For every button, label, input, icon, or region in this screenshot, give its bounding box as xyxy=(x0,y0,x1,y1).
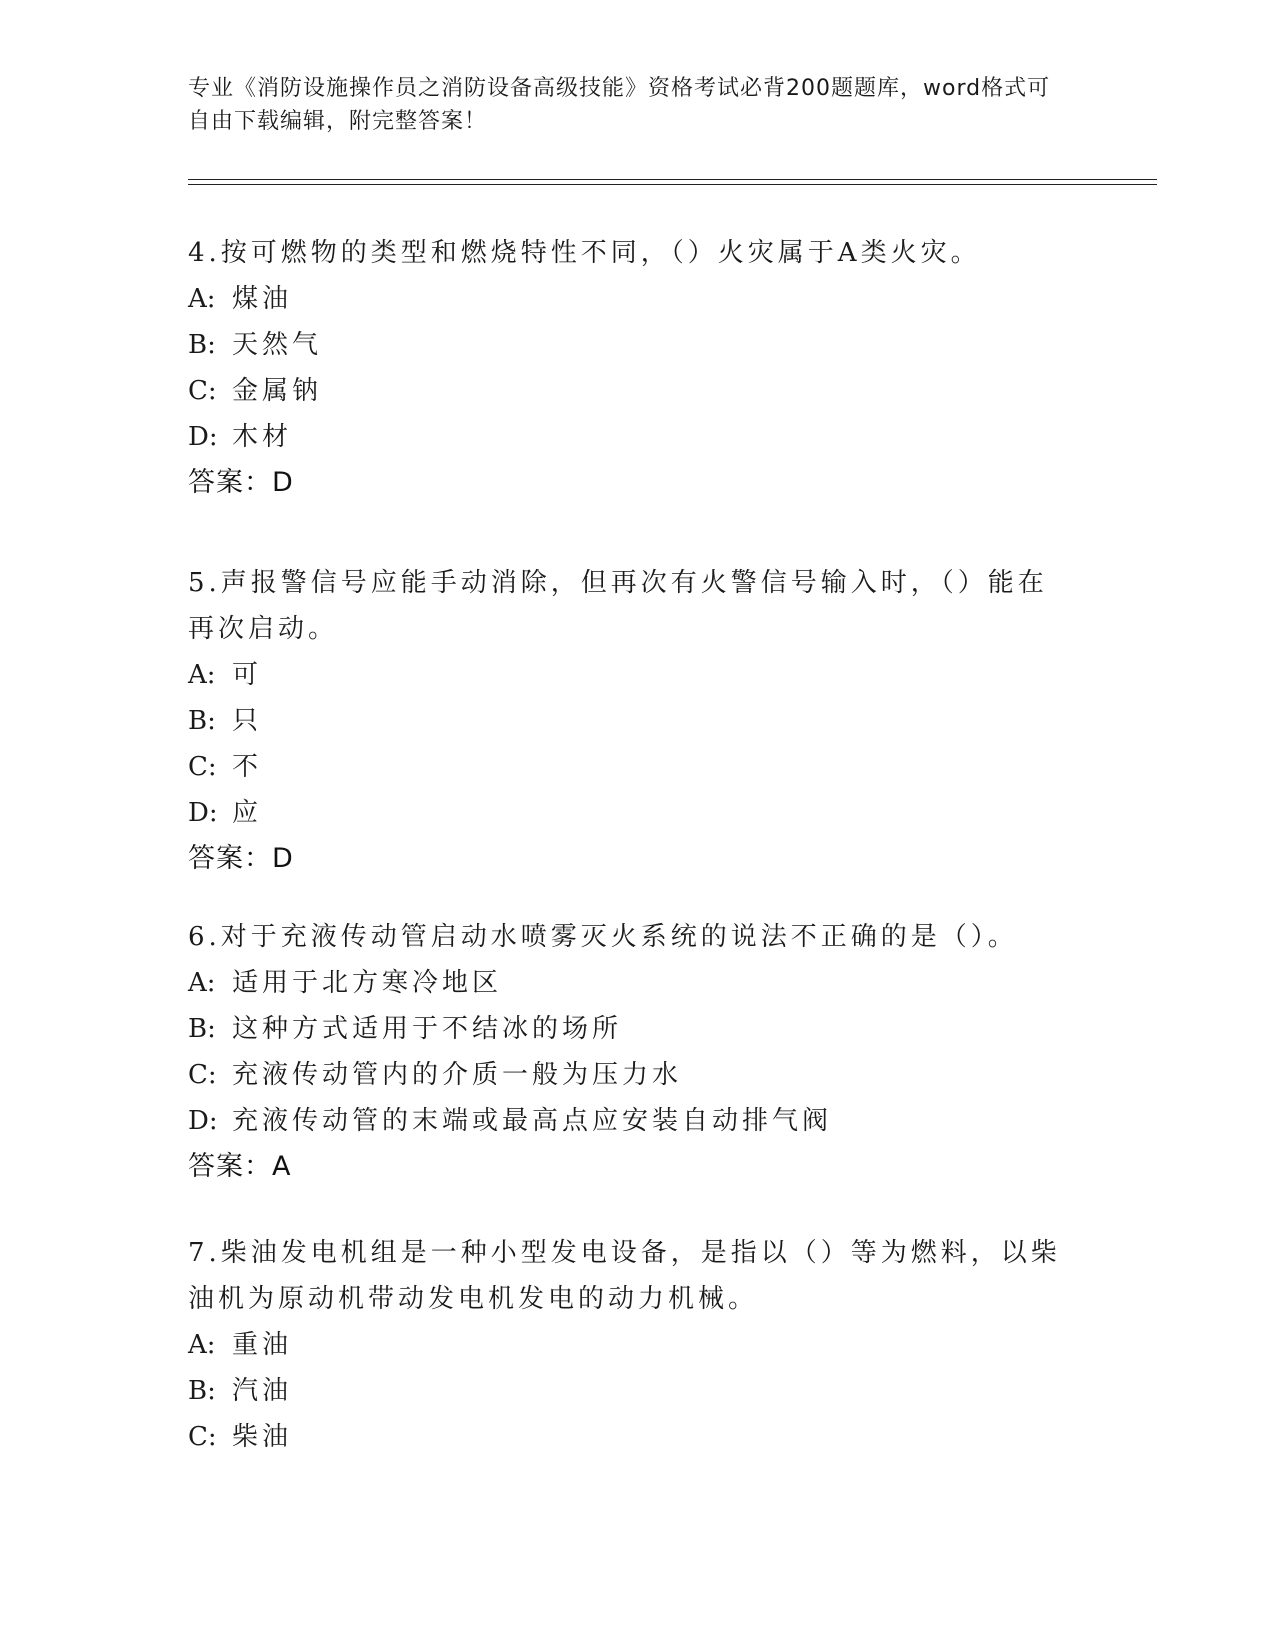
option-a xyxy=(188,652,1068,698)
option-text: 这种方式适用于不结冰的场所 xyxy=(232,1014,623,1044)
question-7 xyxy=(188,1230,1068,1460)
option-text: 金属钠 xyxy=(232,376,323,406)
header-divider-bottom xyxy=(188,184,1157,185)
option-text: 汽油 xyxy=(232,1376,293,1406)
option-letter: C: xyxy=(188,752,217,782)
option-letter: B: xyxy=(188,330,216,360)
option-b xyxy=(188,322,1068,368)
option-text: 只 xyxy=(232,706,263,736)
question-stem: 6.对于充液传动管启动水喷雾灭火系统的说法不正确的是（）。 xyxy=(188,922,1018,952)
question-6 xyxy=(188,914,1068,1190)
option-text: 适用于北方寒冷地区 xyxy=(232,968,503,998)
question-5 xyxy=(188,560,1068,882)
option-b xyxy=(188,1006,1068,1052)
option-text: 可 xyxy=(232,660,263,690)
option-text: 木材 xyxy=(232,422,293,452)
answer-line: 答案：D xyxy=(188,467,294,498)
option-text: 充液传动管内的介质一般为压力水 xyxy=(232,1060,683,1090)
option-a xyxy=(188,1322,1068,1368)
option-letter: A: xyxy=(188,284,216,314)
option-b xyxy=(188,1368,1068,1414)
header-divider-top xyxy=(188,179,1157,180)
option-text: 煤油 xyxy=(232,284,293,314)
option-a xyxy=(188,276,1068,322)
option-letter: A: xyxy=(188,968,216,998)
option-d xyxy=(188,414,1068,460)
option-c xyxy=(188,1052,1068,1098)
option-letter: C: xyxy=(188,1422,217,1452)
option-c xyxy=(188,744,1068,790)
option-text: 重油 xyxy=(232,1330,293,1360)
option-letter: D: xyxy=(188,422,218,452)
option-letter: D: xyxy=(188,1106,218,1136)
answer-line: 答案：D xyxy=(188,843,294,874)
option-d xyxy=(188,1098,1068,1144)
option-letter: C: xyxy=(188,376,217,406)
option-text: 应 xyxy=(232,798,263,828)
document-header: 专业《消防设施操作员之消防设备高级技能》资格考试必背200题题库，word格式可自由下载编辑，附完整答案！ xyxy=(188,76,1051,134)
question-stem: 5.声报警信号应能手动消除，但再次有火警信号输入时，（）能在再次启动。 xyxy=(188,568,1048,644)
option-c xyxy=(188,368,1068,414)
option-text: 不 xyxy=(232,752,263,782)
option-letter: B: xyxy=(188,1014,216,1044)
option-a xyxy=(188,960,1068,1006)
option-b xyxy=(188,698,1068,744)
option-letter: B: xyxy=(188,1376,216,1406)
option-letter: B: xyxy=(188,706,216,736)
option-letter: D: xyxy=(188,798,218,828)
question-4 xyxy=(188,230,1068,506)
question-stem: 4.按可燃物的类型和燃烧特性不同，（）火灾属于A类火灾。 xyxy=(188,238,981,268)
option-letter: A: xyxy=(188,1330,216,1360)
option-text: 充液传动管的末端或最高点应安装自动排气阀 xyxy=(232,1106,833,1136)
option-letter: A: xyxy=(188,660,216,690)
option-letter: C: xyxy=(188,1060,217,1090)
question-stem: 7.柴油发电机组是一种小型发电设备，是指以（）等为燃料，以柴油机为原动机带动发电机发电的动力机械。 xyxy=(188,1238,1061,1314)
option-d xyxy=(188,790,1068,836)
option-text: 柴油 xyxy=(232,1422,293,1452)
answer-line: 答案：A xyxy=(188,1151,292,1182)
option-c xyxy=(188,1414,1068,1460)
option-text: 天然气 xyxy=(232,330,323,360)
